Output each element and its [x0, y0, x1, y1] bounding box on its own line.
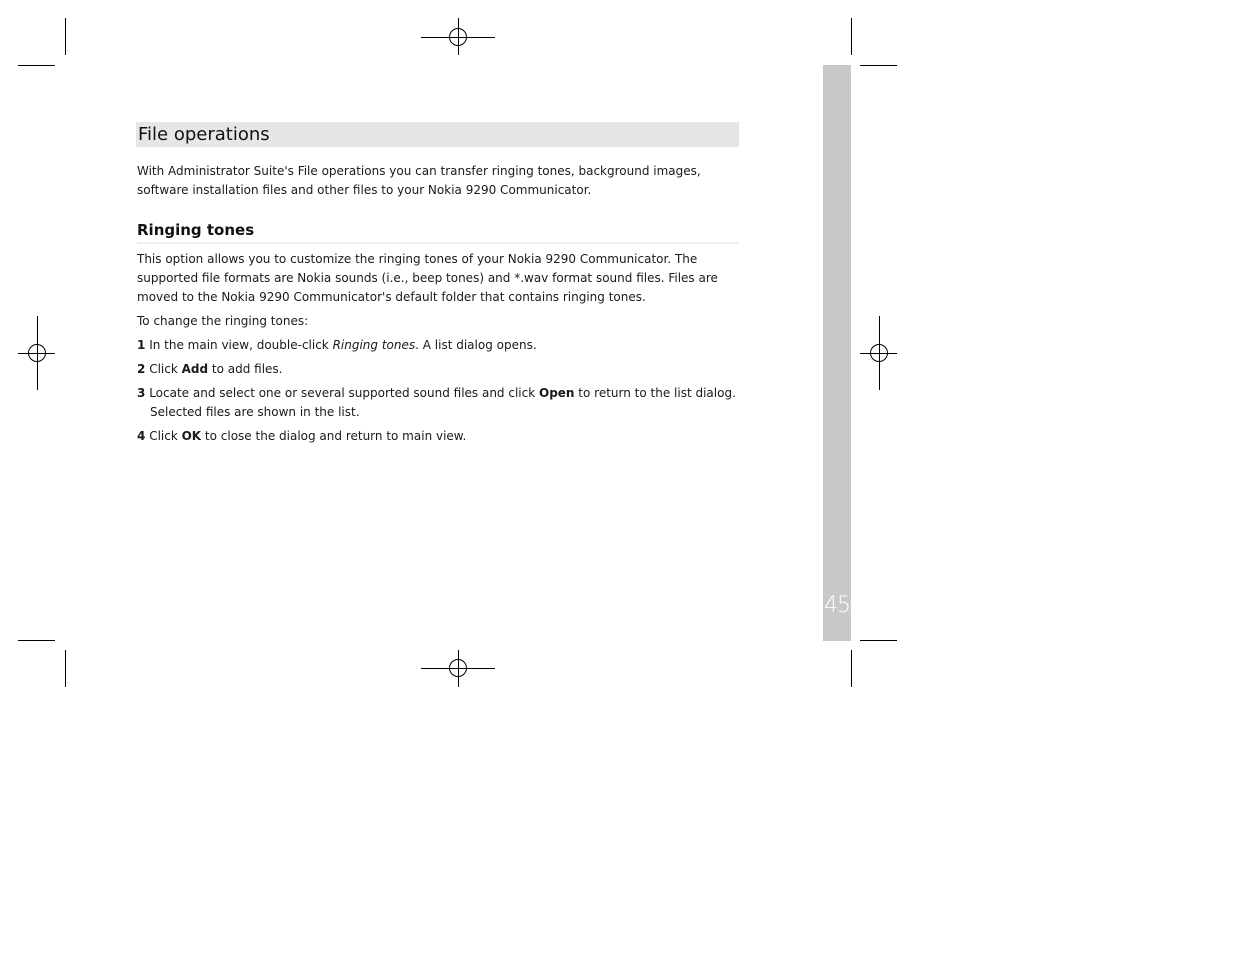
description-paragraph: This option allows you to customize the ringing tones of your Nokia 9290 Communicator. The supported file formats are Nokia sounds (i.e., beep tones) and *.wav format sound files. Files are moved to the Nokia 9290 Communicator's default folder that contains ringing tones. — [137, 252, 718, 304]
intro-paragraph: With Administrator Suite's File operations you can transfer ringing tones, background images, software installation files and other files to your Nokia 9290 Communicator. — [137, 164, 701, 197]
crop-mark — [65, 18, 66, 55]
step-number: 3 — [137, 386, 146, 400]
registration-circle — [449, 28, 467, 46]
step-number: 4 — [137, 429, 146, 443]
step-item — [137, 427, 739, 446]
step-number: 2 — [137, 362, 146, 376]
page-content — [136, 122, 739, 451]
steps-intro: To change the ringing tones: — [137, 314, 309, 328]
crop-mark — [851, 18, 852, 55]
step-text: Click — [149, 362, 182, 376]
crop-mark — [18, 65, 55, 66]
step-text: . A list dialog opens. — [415, 338, 537, 352]
step-item — [137, 384, 739, 422]
crop-mark — [65, 650, 66, 687]
step-number: 1 — [137, 338, 146, 352]
page-number: 45 — [824, 593, 850, 618]
step-text: Locate and select one or several supported sound files and click — [149, 386, 539, 400]
step-keyword: OK — [181, 429, 202, 443]
step-item — [137, 336, 739, 355]
crop-mark — [860, 640, 897, 641]
step-keyword: Add — [181, 362, 209, 376]
section-title: File operations — [136, 122, 739, 147]
step-text: to close the dialog and return to main view. — [201, 429, 467, 443]
crop-mark — [18, 640, 55, 641]
registration-circle — [870, 344, 888, 362]
subsection-title: Ringing tones — [137, 221, 739, 244]
step-text: to return to the list dialog. Selected files are shown in the list. — [150, 386, 736, 419]
step-text: Click — [149, 429, 182, 443]
side-tab — [823, 65, 851, 641]
step-text: to add files. — [208, 362, 283, 376]
step-keyword: Open — [539, 386, 575, 400]
step-item — [137, 360, 739, 379]
registration-circle — [28, 344, 46, 362]
crop-mark — [851, 650, 852, 687]
step-emphasis: Ringing tones — [332, 338, 416, 352]
steps-list — [137, 336, 739, 446]
crop-mark — [860, 65, 897, 66]
step-text: In the main view, double-click — [149, 338, 333, 352]
registration-circle — [449, 659, 467, 677]
